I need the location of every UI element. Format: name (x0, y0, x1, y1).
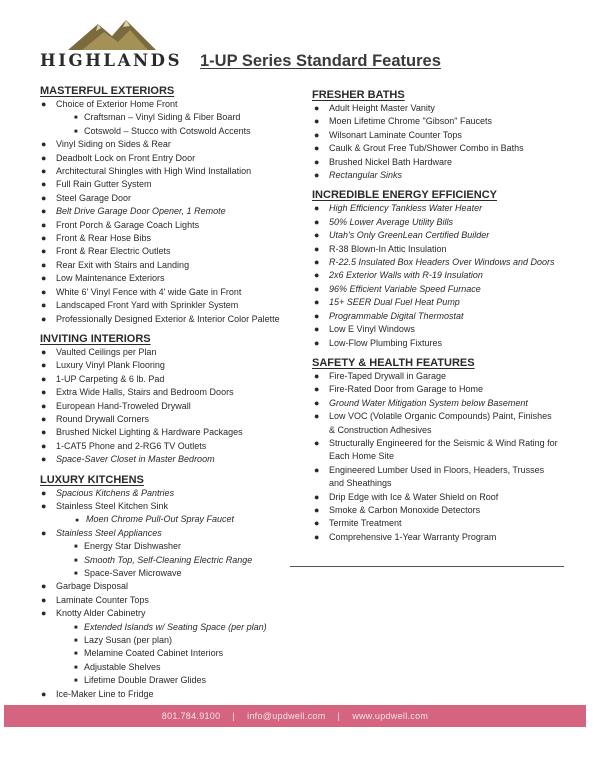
list-item: ■ Craftsman – Vinyl Siding & Fiber Board (74, 112, 241, 123)
list-item: ● Full Rain Gutter System (41, 179, 152, 190)
list-item: ● European Hand-Troweled Drywall (41, 400, 191, 411)
list-item: ● Vinyl Siding on Sides & Rear (41, 139, 171, 150)
list-item: ● Caulk & Grout Free Tub/Shower Combo in Baths (314, 143, 524, 154)
highlands-logo (40, 18, 183, 76)
list-item: ● 15+ SEER Dual Fuel Heat Pump (314, 297, 460, 308)
footer-contact (4, 705, 586, 727)
footer-phone: 801.784.9100 (161, 711, 221, 721)
list-item: ● Adult Height Master Vanity (314, 103, 435, 113)
footer-separator: | (232, 711, 236, 721)
list-item: ● Luxury Vinyl Plank Flooring (41, 360, 165, 371)
list-item: ● 2x6 Exterior Walls with R-19 Insulation (314, 270, 483, 281)
list-item: ● Comprehensive 1-Year Warranty Program (314, 531, 497, 542)
list-item: ● Fire-Taped Drywall in Garage (314, 370, 447, 381)
feature-list (40, 98, 302, 326)
section-interiors (40, 332, 302, 467)
footer-band (4, 705, 586, 727)
list-item: ● Garbage Disposal (41, 581, 129, 592)
list-item: ● Laminate Counter Tops (41, 594, 149, 605)
list-item: ■ Lazy Susan (per plan) (74, 635, 173, 646)
list-item: ● R-22.5 Insulated Box Headers Over Windows and Doors (314, 257, 555, 268)
list-item: ● Fire-Rated Door from Garage to Home (314, 384, 484, 395)
list-item: ● Rear Exit with Stairs and Landing (41, 259, 190, 270)
list-item: ● Round Drywall Corners (41, 413, 150, 424)
list-item: ■ Extended Islands w/ Seating Space (per plan) (74, 621, 267, 632)
section-safety (312, 356, 558, 544)
list-item: ● Extra Wide Halls, Stairs and Bedroom Doors (41, 387, 234, 398)
list-item: ● Utah's Only GreenLean Certified Builder (314, 230, 490, 241)
list-item: ● Space-Saver Closet in Master Bedroom (41, 454, 215, 465)
list-item: ● Front & Rear Hose Bibs (41, 233, 152, 244)
list-item: ● Programmable Digital Thermostat (314, 310, 464, 321)
list-item: ● Spacious Kitchens & Pantries (41, 487, 175, 498)
list-item: ● Low Maintenance Exteriors (41, 273, 165, 284)
list-item: ● Brushed Nickel Lighting & Hardware Packages (41, 427, 243, 438)
section-heading: INCREDIBLE ENERGY EFFICIENCY (312, 189, 497, 202)
list-item: ● Knotty Alder Cabinetry (41, 608, 146, 619)
section-heading: MASTERFUL EXTERIORS (40, 85, 175, 97)
list-item: ● Rectangular Sinks (314, 170, 403, 181)
list-item: ● Landscaped Front Yard with Sprinkler System (41, 300, 239, 311)
list-item: ● Ground Water Mitigation System below Basement (314, 397, 528, 408)
list-item: ■ Space-Saver Microwave (74, 568, 182, 578)
list-item: ● 1-CAT5 Phone and 2-RG6 TV Outlets (41, 440, 207, 451)
section-heading: SAFETY & HEALTH FEATURES (312, 356, 475, 369)
list-item: ● Low VOC (Volatile Organic Compounds) Paint, Finishes & Construction Adhesives (314, 411, 552, 435)
list-item: ● Belt Drive Garage Door Opener, 1 Remote (41, 206, 226, 217)
list-item: ● Low-Flow Plumbing Fixtures (314, 337, 443, 348)
list-item: ● Architectural Shingles with High Wind Installation (41, 166, 252, 177)
list-item: ● Steel Garage Door (41, 192, 132, 203)
list-item: ● Ice-Maker Line to Fridge (41, 688, 154, 699)
list-item: ● Engineered Lumber Used in Floors, Headers, Trusses and Sheathings (314, 464, 545, 489)
list-item: ■ Lifetime Double Drawer Glides (74, 675, 207, 686)
list-item: ● Moen Chrome Pull-Out Spray Faucet (75, 514, 235, 525)
list-item: ■ Melamine Coated Cabinet Interiors (74, 648, 224, 659)
list-item: ■ Energy Star Dishwasher (74, 541, 182, 552)
left-column (40, 84, 302, 701)
footer-separator: | (337, 711, 341, 721)
feature-list (40, 346, 302, 467)
list-item: ■ Adjustable Shelves (74, 661, 161, 672)
list-item: ● Professionally Designed Exterior & Interior Color Palette (41, 313, 280, 324)
brand-name: HIGHLANDS (40, 51, 183, 70)
section-energy (312, 188, 558, 349)
list-item: ● Termite Treatment (314, 518, 402, 529)
list-item: ● Front & Rear Electric Outlets (41, 246, 171, 257)
footer-website: www.updwell.com (352, 711, 429, 721)
list-item: ■ Smooth Top, Self-Cleaning Electric Range (74, 554, 253, 565)
list-item: ● 50% Lower Average Utility Bills (314, 216, 454, 227)
page-title: 1-UP Series Standard Features (200, 52, 441, 70)
list-item: ● Drip Edge with Ice & Water Shield on Roof (314, 491, 499, 502)
list-item: ● 96% Efficient Variable Speed Furnace (314, 283, 481, 294)
feature-list (40, 487, 302, 702)
list-item: ● 1-UP Carpeting & 6 lb. Pad (41, 373, 165, 384)
list-item: ● Wilsonart Laminate Counter Tops (314, 129, 462, 140)
list-item: ● Smoke & Carbon Monoxide Detectors (314, 504, 481, 515)
list-item: ● High Efficiency Tankless Water Heater (314, 203, 483, 214)
section-heading: FRESHER BATHS (312, 89, 405, 101)
feature-list (312, 202, 558, 349)
footer-email: info@updwell.com (247, 711, 326, 721)
list-item: ■ Cotswold – Stucco with Cotswold Accents (74, 125, 251, 136)
list-item: ● Vaulted Ceilings per Plan (41, 346, 157, 357)
right-column (312, 88, 558, 544)
section-kitchens (40, 473, 302, 702)
list-item: ● Moen Lifetime Chrome "Gibson" Faucets (314, 116, 492, 127)
list-item: ● Low E Vinyl Windows (314, 324, 415, 335)
list-item: ● Choice of Exterior Home Front (41, 99, 178, 109)
list-item: ● Stainless Steel Appliances (41, 527, 162, 538)
divider-rule (290, 566, 564, 567)
list-item: ● Front Porch & Garage Coach Lights (41, 219, 200, 230)
feature-list (312, 102, 558, 182)
section-exteriors (40, 84, 302, 326)
list-item: ● Deadbolt Lock on Front Entry Door (41, 152, 196, 163)
list-item: ● Stainless Steel Kitchen Sink (41, 500, 169, 511)
section-heading: INVITING INTERIORS (40, 332, 151, 345)
section-baths (312, 88, 558, 182)
section-heading: LUXURY KITCHENS (40, 473, 144, 486)
list-item: ● White 6' Vinyl Fence with 4' wide Gate in Front (41, 286, 242, 297)
feature-list (312, 370, 558, 544)
list-item: ● R-38 Blown-In Attic Insulation (314, 243, 447, 254)
list-item: ● Brushed Nickel Bath Hardware (314, 156, 453, 167)
list-item: ● Structurally Engineered for the Seismic & Wind Rating for Each Home Site (314, 437, 558, 462)
mountain-icon (68, 18, 156, 50)
